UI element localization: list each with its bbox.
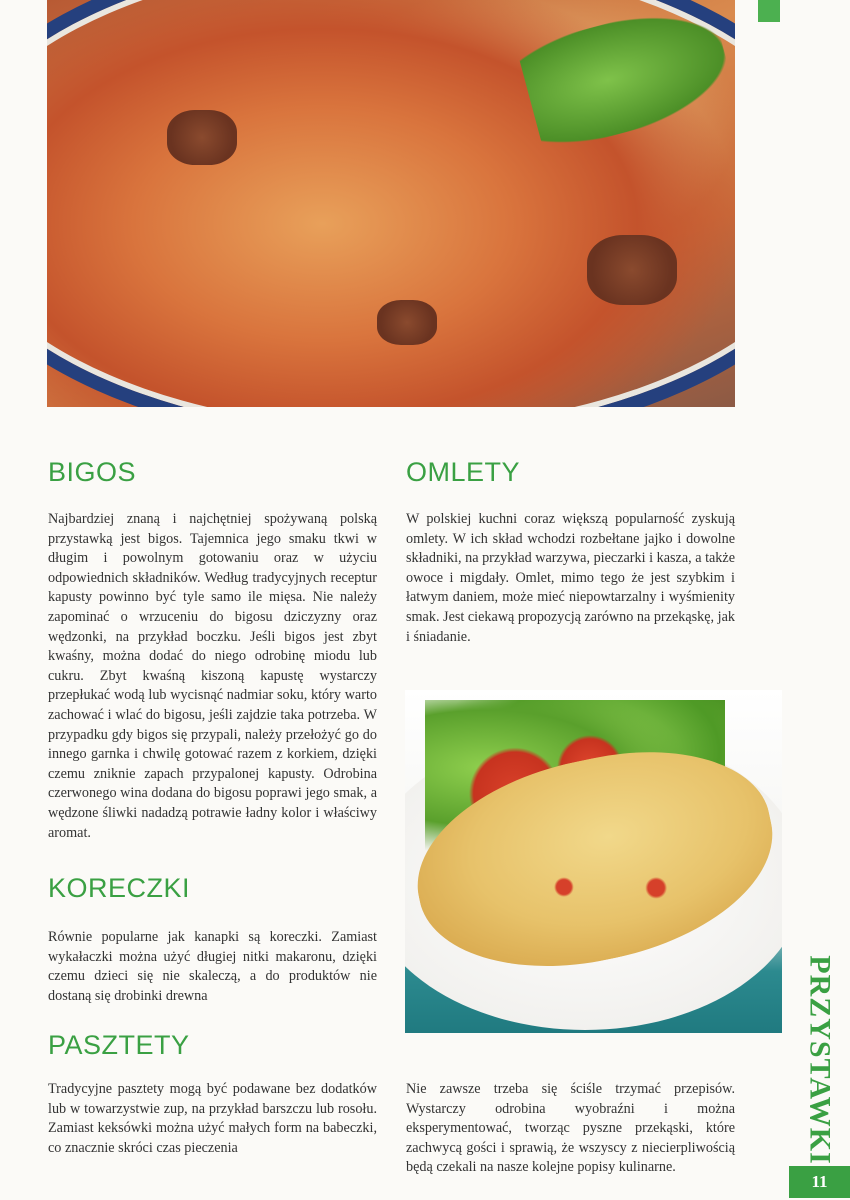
section-side-label — [804, 955, 838, 1165]
bigos-photo — [47, 0, 735, 407]
corner-tab — [758, 0, 780, 22]
pasztety-heading: PASZTETY — [48, 1030, 190, 1060]
meat-piece — [587, 235, 677, 305]
bigos-heading: BIGOS — [48, 457, 137, 487]
koreczki-heading: KORECZKI — [48, 873, 191, 903]
page-number: 11 — [789, 1166, 850, 1198]
tip-text: Nie zawsze trzeba się ściśle trzymać przepisów. Wystarczy odrobina wyobraźni i można eksperymentować, tworząc pyszne przekąski, które zachwycą gości i sprawią, że wszyscy z niecierpliwością będą czekali na nasze kolejne popisy kulinarne. — [406, 1081, 735, 1176]
side-label-text: PRZYSTAWKI — [804, 955, 838, 1165]
meat-piece — [167, 110, 237, 165]
pasztety-text: Tradycyjne pasztety mogą być podawane bez dodatków lub w towarzystwie zup, na przykład barszczu lub rosołu. Zamiast keksówki można użyć małych form na babeczki, co znacznie skróci czas pieczenia — [48, 1081, 377, 1156]
omlety-heading: OMLETY — [406, 457, 521, 487]
omlety-text: W polskiej kuchni coraz większą popularność zyskują omlety. W ich skład wchodzi rozbełtane jajko i dowolne składniki, na przykład warzywa, pieczarki i kasza, a także owoce i migdały. Omlet, mimo tego że jest szybkim i łatwym daniem, może mieć niepowtarzalny i wyśmienity smak. Jest ciekawą propozycją zarówno na przekąskę, jak i śniadanie. — [406, 511, 735, 645]
koreczki-text: Równie popularne jak kanapki są koreczki. Zamiast wykałaczki można użyć długiej nitki makaronu, dzięki czemu dzieci się nie skaleczą, a do produktów nie dostaną się drobinki drewna — [48, 929, 377, 1004]
bigos-text: Najbardziej znaną i najchętniej spożywaną polską przystawką jest bigos. Tajemnica jego smaku tkwi w długim i powolnym gotowaniu oraz w użyciu odpowiednich składników. Według tradycyjnych receptur kapusty powinno być tyle samo ile mięsa. Nie należy zapominać o wrzuceniu do bigosu dziczyzny oraz wędzonki, na przykład boczku. Jeśli bigos jest zbyt kwaśny, można dodać do niego odrobinę miodu lub cukru. Zbyt kwaśną kiszoną kapustę wystarczy przepłukać wodą lub wycisnąć nadmiar soku, który warto zachować i wlać do bigosu, jeśli zajdzie taka potrzeba. W przypadku gdy bigos się przypali, należy przełożyć go do innego garnka i chwilę gotować razem z korkiem, dzięki czemu zniknie zapach przypalonej kapusty. Odrobina czerwonego wina dodana do bigosu poprawi jego smak, a wędzone śliwki nadadzą potrawie ładny kolor i właściwy aromat. — [48, 511, 377, 841]
meat-piece — [377, 300, 437, 345]
omelet-photo — [405, 690, 782, 1033]
